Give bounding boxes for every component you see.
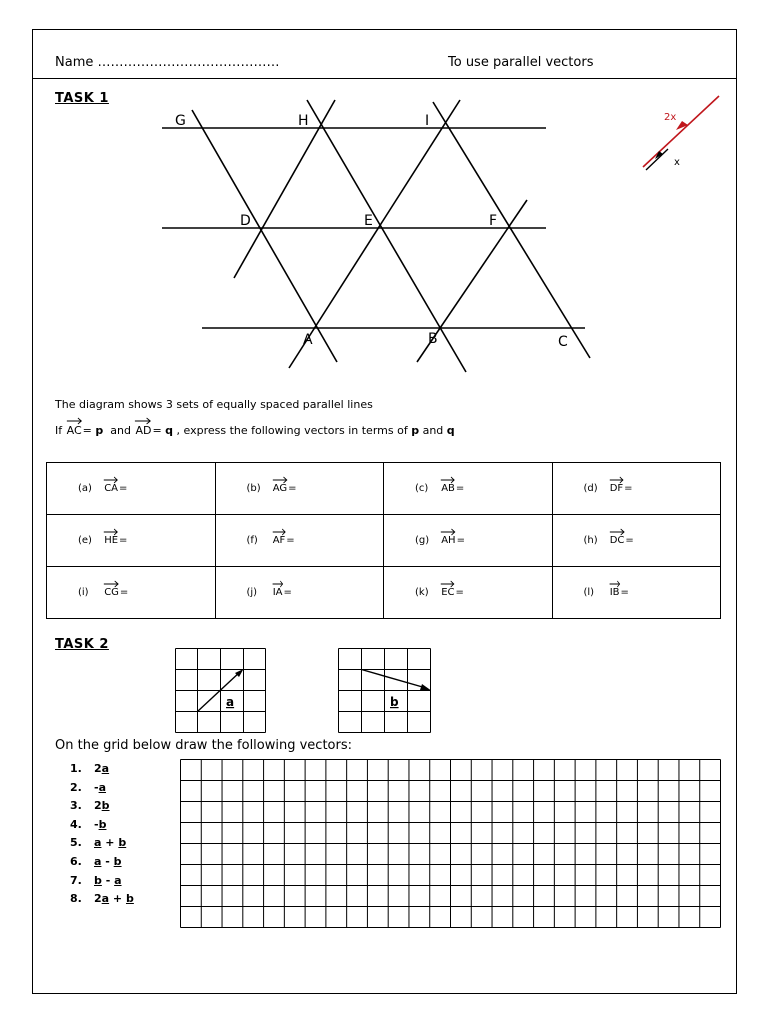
- vector-b-arrow: [362, 670, 427, 689]
- diagonal-line: [234, 100, 335, 278]
- answer-cell[interactable]: [384, 463, 553, 515]
- item-term: b: [125, 892, 134, 906]
- item-term: 2: [94, 762, 102, 775]
- diagram-description: The diagram shows 3 sets of equally spaced parallel lines: [55, 398, 373, 411]
- item-term: a: [114, 873, 122, 887]
- grid-caption: On the grid below draw the following vectors:: [55, 738, 353, 753]
- answer-row: [47, 515, 721, 567]
- point-label-g: G: [175, 113, 186, 129]
- question-label: (b): [246, 483, 261, 494]
- vector-q-ref: q: [446, 424, 455, 437]
- answer-cell[interactable]: [215, 463, 384, 515]
- question-vector: DC: [609, 536, 626, 546]
- answer-row: [47, 567, 721, 619]
- item-number: 7.: [70, 873, 82, 887]
- answer-cell[interactable]: [47, 567, 216, 619]
- vector-task-item: [70, 816, 134, 835]
- question-vector: DF: [609, 484, 624, 494]
- black-vector-line: [646, 149, 668, 170]
- item-number: 4.: [70, 817, 82, 831]
- item-term: -: [101, 873, 115, 887]
- vector-task-item: [70, 853, 134, 872]
- question-label: (k): [415, 587, 429, 598]
- question-label: (d): [583, 483, 598, 494]
- vector-task-item: [70, 779, 134, 798]
- vector-b-arrowhead: [420, 684, 431, 690]
- equals-sign: =: [119, 535, 128, 546]
- item-term: b: [118, 836, 127, 850]
- answer-cell[interactable]: [552, 463, 721, 515]
- item-term: 2: [94, 892, 102, 906]
- item-term: +: [101, 836, 119, 850]
- task2-heading: TASK 2: [55, 637, 109, 652]
- vector-task-item: [70, 760, 134, 779]
- item-term: b: [113, 854, 122, 868]
- point-label-c: C: [558, 334, 568, 350]
- parallel-lines-diagram: [0, 0, 768, 400]
- equals-sign: =: [152, 424, 162, 437]
- answer-cell[interactable]: [384, 515, 553, 567]
- equals-sign: =: [82, 424, 92, 437]
- question-vector: EC: [440, 588, 455, 598]
- item-number: 5.: [70, 836, 82, 850]
- item-term: a: [101, 892, 110, 906]
- question-vector: CA: [103, 484, 119, 494]
- question-label: (e): [78, 535, 92, 546]
- question-label: (j): [246, 587, 258, 598]
- item-term: b: [98, 817, 107, 831]
- point-label-b: B: [428, 331, 438, 347]
- diagonal-line: [433, 102, 590, 358]
- equals-sign: =: [455, 483, 465, 494]
- answer-cell[interactable]: [215, 567, 384, 619]
- item-term: +: [109, 892, 126, 906]
- answer-cell[interactable]: [384, 567, 553, 619]
- question-label: (h): [583, 535, 598, 546]
- equals-sign: =: [119, 587, 129, 598]
- diagonal-line: [307, 100, 466, 372]
- lesson-objective: To use parallel vectors: [448, 55, 594, 70]
- vector-a-label: a: [226, 695, 235, 709]
- parallel-vectors-inset: [630, 88, 730, 178]
- vector-q: q: [165, 424, 174, 437]
- item-term: a: [94, 836, 102, 850]
- vector-p: p: [95, 424, 104, 437]
- answer-cell[interactable]: [47, 515, 216, 567]
- question-label: (a): [78, 483, 92, 494]
- equals-sign: =: [283, 587, 292, 598]
- red-vector-line: [643, 96, 719, 167]
- vector-list: [70, 760, 134, 909]
- question-vector: AH: [440, 536, 456, 546]
- point-label-a: A: [303, 332, 313, 348]
- item-term: a: [101, 762, 110, 775]
- and-word: and: [110, 424, 131, 437]
- question-label: (i): [78, 587, 89, 598]
- answer-table: [46, 462, 721, 619]
- vector-task-item: [70, 834, 134, 853]
- equals-sign: =: [456, 535, 465, 546]
- answer-cell[interactable]: [215, 515, 384, 567]
- question-vector: AF: [272, 536, 287, 546]
- equals-sign: =: [286, 535, 295, 546]
- item-term: b: [101, 799, 110, 813]
- item-term: -: [94, 817, 99, 831]
- point-label-f: F: [489, 213, 498, 229]
- answer-cell[interactable]: [47, 463, 216, 515]
- vector-task-item: [70, 872, 134, 891]
- point-label-i: I: [425, 113, 430, 129]
- black-vector-label: x: [674, 157, 680, 168]
- and-word: and: [422, 424, 444, 437]
- item-term: -: [94, 780, 99, 794]
- item-number: 8.: [70, 892, 82, 906]
- question-vector: IB: [609, 588, 621, 598]
- equals-sign: =: [625, 535, 634, 546]
- item-term: a: [94, 854, 102, 868]
- equals-sign: =: [119, 483, 128, 494]
- answer-row: [47, 463, 721, 515]
- equals-sign: =: [288, 483, 297, 494]
- item-number: 2.: [70, 780, 82, 794]
- equals-sign: =: [620, 587, 629, 598]
- diagonal-line: [192, 110, 337, 362]
- item-number: 1.: [70, 762, 82, 775]
- item-term: 2: [94, 799, 102, 813]
- vector-ac: AC: [66, 425, 83, 436]
- vector-p-ref: p: [411, 424, 420, 437]
- vector-ad: AD: [134, 425, 152, 436]
- question-vector: HE: [103, 536, 119, 546]
- question-label: (f): [246, 535, 258, 546]
- item-number: 3.: [70, 799, 82, 813]
- instruction-prefix: If: [55, 424, 63, 437]
- answer-cell[interactable]: [552, 515, 721, 567]
- instruction-suffix: , express the following vectors in terms of: [176, 424, 408, 437]
- question-vector: IA: [272, 588, 284, 598]
- vector-task-item: [70, 890, 134, 909]
- instruction-line: [55, 424, 455, 437]
- item-term: b: [94, 873, 102, 887]
- equals-sign: =: [455, 587, 464, 598]
- task1-heading: TASK 1: [55, 91, 109, 106]
- point-label-e: E: [364, 213, 373, 229]
- question-label: (g): [415, 535, 430, 546]
- point-label-d: D: [240, 213, 251, 229]
- question-vector: CG: [103, 588, 120, 598]
- point-label-h: H: [298, 113, 309, 129]
- drawing-grid[interactable]: [180, 759, 722, 929]
- item-term: -: [101, 854, 114, 868]
- vector-a-arrow: [198, 671, 242, 712]
- name-field[interactable]: Name ……………………………………: [55, 55, 280, 70]
- red-vector-label: 2x: [664, 112, 677, 123]
- question-label: (l): [583, 587, 595, 598]
- red-arrowhead: [676, 121, 688, 130]
- question-label: (c): [415, 483, 429, 494]
- equals-sign: =: [624, 483, 633, 494]
- vector-b-grid: [338, 648, 432, 734]
- vector-a-grid: [175, 648, 267, 734]
- vector-b-label: b: [390, 695, 399, 709]
- question-vector: AB: [440, 484, 456, 494]
- vector-task-item: [70, 797, 134, 816]
- item-number: 6.: [70, 854, 82, 868]
- question-vector: AG: [272, 484, 288, 494]
- answer-cell[interactable]: [552, 567, 721, 619]
- item-term: a: [98, 780, 107, 794]
